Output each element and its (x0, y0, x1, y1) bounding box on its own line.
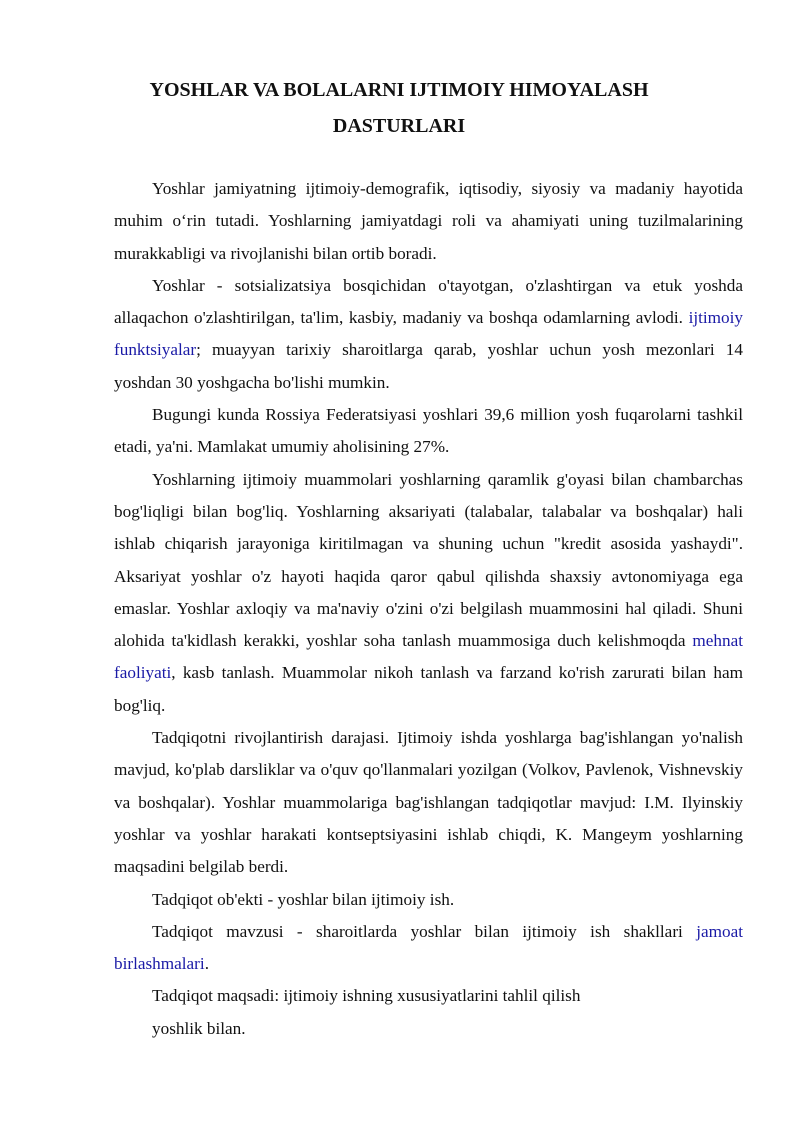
link-mehnat-faoliyati[interactable]: mehnat faoliyati (114, 631, 743, 683)
paragraph-1: Yoshlar jamiyatning ijtimoiy-demografik, iqtisodiy, siyosiy va madaniy hayotida muhim o‘rin tutadi. Yoshlarning jamiyatdagi roli va ahamiyati uning tuzilmalarining murakkabligi va rivojlanishi bilan ortib boradi. (114, 179, 743, 263)
paragraph-9: yoshlik bilan. (152, 1018, 246, 1038)
paragraph-5: Tadqiqotni rivojlantirish darajasi. Ijtimoiy ishda yoshlarga bag'ishlangan yo'nalish mavjud, ko'plab darsliklar va o'quv qo'llanmalari yozilgan (Volkov, Pavlenok, Vishnevskiy va boshqalar). Yoshlar muammolariga bag'ishlangan tadqiqotlar mavjud: I.M. Ilyinskiy yoshlar va yoshlar harakati kontseptsiyasini ishlab chiqdi, K. Mangeym yoshlarning maqsadini belgilab berdi. (114, 728, 743, 877)
paragraph-4 (114, 464, 743, 722)
link-ijtimoiy-funktsiyalar[interactable]: ijtimoiy funktsiyalar (114, 308, 743, 360)
paragraph-2 (114, 270, 743, 399)
paragraph-2-text-before: Yoshlar - sotsializatsiya bosqichidan o'tayotgan, o'zlashtirgan va etuk yoshda allaqachon o'zlashtirilgan, ta'lim, kasbiy, madaniy va boshqa odamlarning avlodi. (114, 275, 743, 328)
paragraph-8: Tadqiqot maqsadi: ijtimoiy ishning xususiyatlarini tahlil qilish (152, 986, 581, 1006)
paragraph-6: Tadqiqot ob'ekti - yoshlar bilan ijtimoiy ish. (152, 889, 455, 909)
title-line-1: YOSHLAR VA BOLALARNI IJTIMOIY HIMOYALASH (149, 79, 649, 101)
paragraph-7-text-after: . (204, 954, 209, 974)
paragraph-4-text-before: Yoshlarning ijtimoiy muammolari yoshlarning qaramlik g'oyasi bilan chambarchas bog'liqligi bilan bog'liq. Yoshlarning aksariyati (talabalar, talabalar va boshqalar) hali ishlab chiqarish jarayoniga kiritilmagan va shuning uchun "kredit asosida yashaydi". Aksariyat yoshlar o'z hayoti haqida qaror qabul qilishda shaxsiy avtonomiyaga ega emaslar. Yoshlar axloqiy va ma'naviy o'zini o'zi belgilash muammosini hal qiladi. Shuni alohida ta'kidlash kerakki, yoshlar soha tanlash muammosiga duch kelishmoqda (114, 469, 743, 651)
title-line-2: DASTURLARI (332, 115, 466, 137)
paragraph-3: Bugungi kunda Rossiya Federatsiyasi yoshlari 39,6 million yosh fuqarolarni tashkil etadi, ya'ni. Mamlakat umumiy aholisining 27%. (114, 405, 743, 457)
paragraph-4-text-after: , kasb tanlash. Muammolar nikoh tanlash va farzand ko'rish zarurati bilan ham bog'liq. (114, 663, 743, 715)
document-title (56, 72, 742, 144)
paragraph-7-text-before: Tadqiqot mavzusi - sharoitlarda yoshlar bilan ijtimoiy ish shakllari (152, 921, 697, 941)
link-jamoat-birlashmalari[interactable]: jamoat birlashmalari (114, 921, 743, 974)
paragraph-2-text-after: ; muayyan tarixiy sharoitlarga qarab, yoshlar uchun yosh mezonlari 14 yoshdan 30 yoshgacha bo'lishi mumkin. (114, 340, 743, 392)
paragraph-7 (114, 916, 743, 981)
document-body (114, 173, 743, 1045)
